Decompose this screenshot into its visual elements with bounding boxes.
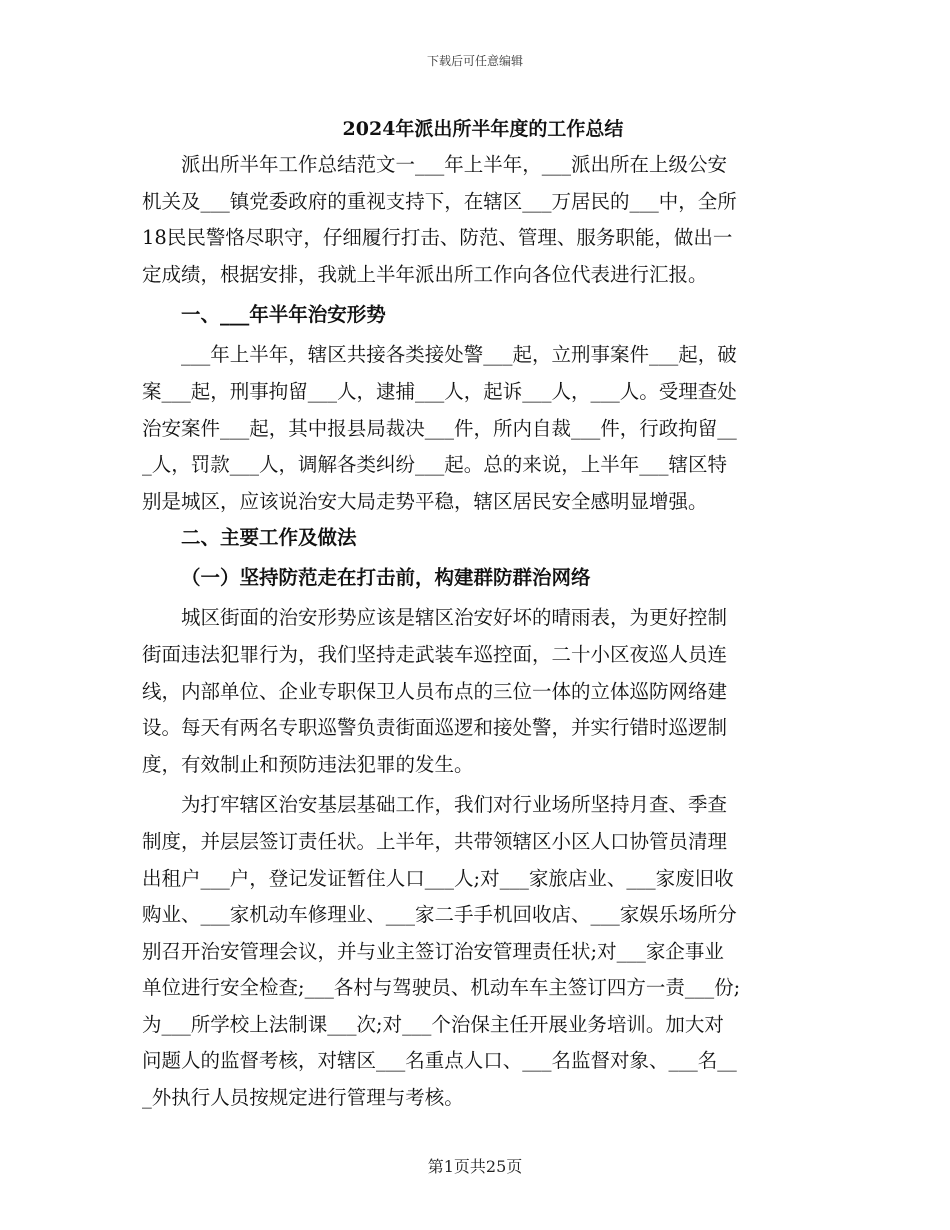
subsection-heading-1: （一）坚持防范走在打击前，构建群防群治网络 <box>181 566 591 590</box>
document-body <box>142 111 810 1117</box>
header-note: 下载后可任意编辑 <box>426 54 523 68</box>
text-line: 城区街面的治安形势应该是辖区治安好坏的晴雨表，为更好控制 <box>181 606 728 630</box>
text-line: 问题人的监督考核，对辖区___名重点人口、___名监督对象、___名__ <box>142 1049 737 1073</box>
text-line: 机关及___镇党委政府的重视支持下，在辖区___万居民的___中，全所 <box>142 189 737 213</box>
text-line: 别是城区，应该说治安大局走势平稳，辖区居民安全感明显增强。 <box>142 489 708 513</box>
text-line: 派出所半年工作总结范文一___年上半年，___派出所在上级公安 <box>181 153 728 176</box>
page-number-footer: 第1页共25页 <box>427 1157 523 1176</box>
paragraph-grassroots <box>142 787 810 1116</box>
document-title: 2024年派出所半年度的工作总结 <box>342 118 624 140</box>
text-line: 单位进行安全检查;___各村与驾驶员、机动车车主签订四方一责___份; <box>142 976 741 1000</box>
paragraph-intro <box>142 147 810 293</box>
text-line: _外执行人员按规定进行管理与考核。 <box>142 1086 464 1110</box>
text-line: 出租户___户，登记发证暂住人口___人;对___家旅店业、___家废旧收 <box>142 866 734 890</box>
text-line: 为打牢辖区治安基层基础工作，我们对行业场所坚持月查、季查 <box>181 793 728 817</box>
section-heading-1: 一、___年半年治安形势 <box>181 303 386 327</box>
text-line: 制度，并层层签订责任状。上半年，共带领辖区小区人口协管员清理 <box>142 829 728 853</box>
text-line: 治安案件___起，其中报县局裁决___件，所内自裁___件，行政拘留__ <box>142 416 737 440</box>
text-line: 设。每天有两名专职巡警负责街面巡逻和接处警，并实行错时巡逻制 <box>142 716 728 740</box>
paragraph-patrol <box>142 600 810 783</box>
paragraph-security-situation <box>142 337 810 520</box>
text-line: 为___所学校上法制课___次;对___个治保主任开展业务培训。加大对 <box>142 1012 724 1036</box>
text-line: 购业、___家机动车修理业、___家二手手机回收店、___家娱乐场所分 <box>142 903 737 927</box>
text-line: ___年上半年，辖区共接各类接处警___起，立刑事案件___起，破 <box>181 343 737 367</box>
text-line: 街面违法犯罪行为，我们坚持走武装车巡控面，二十小区夜巡人员连 <box>142 642 728 666</box>
text-line: 定成绩，根据安排，我就上半年派出所工作向各位代表进行汇报。 <box>142 262 708 286</box>
text-line: _人，罚款___人，调解各类纠纷___起。总的来说，上半年___辖区特 <box>142 453 728 477</box>
text-line: 案___起，刑事拘留___人，逮捕___人，起诉___人，___人。受理查处 <box>142 379 737 403</box>
text-line: 线，内部单位、企业专职保卫人员布点的三位一体的立体巡防网络建 <box>142 679 728 703</box>
text-line: 别召开治安管理会议，并与业主签订治安管理责任状;对___家企事业 <box>142 939 724 963</box>
section-heading-2: 二、主要工作及做法 <box>181 526 357 550</box>
text-line: 度，有效制止和预防违法犯罪的发生。 <box>142 752 474 776</box>
text-line: 18民民警恪尽职守，仔细履行打击、防范、管理、服务职能，做出一 <box>142 226 733 250</box>
